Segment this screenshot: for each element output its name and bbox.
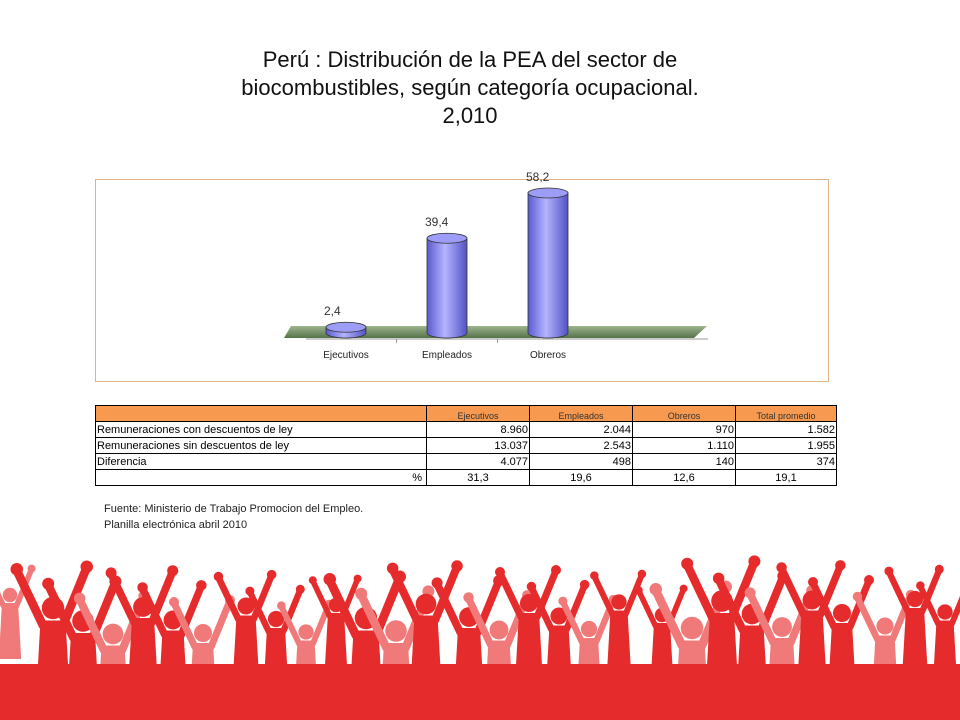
source-line-1: Fuente: Ministerio de Trabajo Promocion del Empleo. <box>104 503 364 515</box>
table-row <box>96 470 837 486</box>
title-line-3: 2,010 <box>442 103 498 128</box>
table-row <box>96 438 837 454</box>
data-label: 39,4 <box>425 215 449 230</box>
category-label: Ejecutivos <box>323 350 369 361</box>
data-label: 2,4 <box>324 304 341 319</box>
bar-obreros <box>528 193 568 338</box>
red-footer-band <box>0 664 960 720</box>
table-cell: 12,6 <box>633 470 736 486</box>
row-label: Remuneraciones con descuentos de ley <box>96 422 427 438</box>
bar-top-ejecutivos <box>326 322 366 332</box>
bar-top-empleados <box>427 233 467 243</box>
table-cell: 19,1 <box>736 470 837 486</box>
table-cell: 140 <box>633 454 736 470</box>
table-cell: 1.955 <box>736 438 837 454</box>
table-cell: 2.044 <box>530 422 633 438</box>
table-row <box>96 454 837 470</box>
table-cell: 13.037 <box>427 438 530 454</box>
crowd-decoration <box>0 540 960 720</box>
table-cell: 4.077 <box>427 454 530 470</box>
data-label: 58,2 <box>526 170 550 184</box>
table-cell: 970 <box>633 422 736 438</box>
table-cell: 19,6 <box>530 470 633 486</box>
row-label: % <box>96 470 427 486</box>
row-label: Remuneraciones sin descuentos de ley <box>96 438 427 454</box>
table-cell: 374 <box>736 454 837 470</box>
header-cell: Obreros <box>633 406 736 422</box>
table-cell: 1.110 <box>633 438 736 454</box>
row-label: Diferencia <box>96 454 427 470</box>
category-label: Obreros <box>529 350 567 361</box>
table-cell: 8.960 <box>427 422 530 438</box>
title-line-2: biocombustibles, según categoría ocupacional. <box>241 75 699 100</box>
bar-top-obreros <box>528 188 568 198</box>
chart-frame <box>95 170 829 382</box>
table-cell: 2.543 <box>530 438 633 454</box>
table-cell: 498 <box>530 454 633 470</box>
source-line-2: Planilla electrónica abril 2010 <box>104 519 248 531</box>
chart-title <box>150 46 790 130</box>
table-cell: 1.582 <box>736 422 837 438</box>
category-label: Empleados <box>421 350 473 361</box>
header-cell <box>96 406 427 422</box>
header-cell: Ejecutivos <box>427 406 530 422</box>
table-header-row <box>96 406 837 422</box>
bar-chart <box>96 170 828 381</box>
header-cell: Total promedio <box>736 406 837 422</box>
header-cell: Empleados <box>530 406 633 422</box>
remuneration-table <box>95 405 837 486</box>
bar-empleados <box>427 238 467 338</box>
title-line-1: Perú : Distribución de la PEA del sector de <box>262 47 678 72</box>
table-cell: 31,3 <box>427 470 530 486</box>
source-note <box>104 501 363 533</box>
table-row <box>96 422 837 438</box>
